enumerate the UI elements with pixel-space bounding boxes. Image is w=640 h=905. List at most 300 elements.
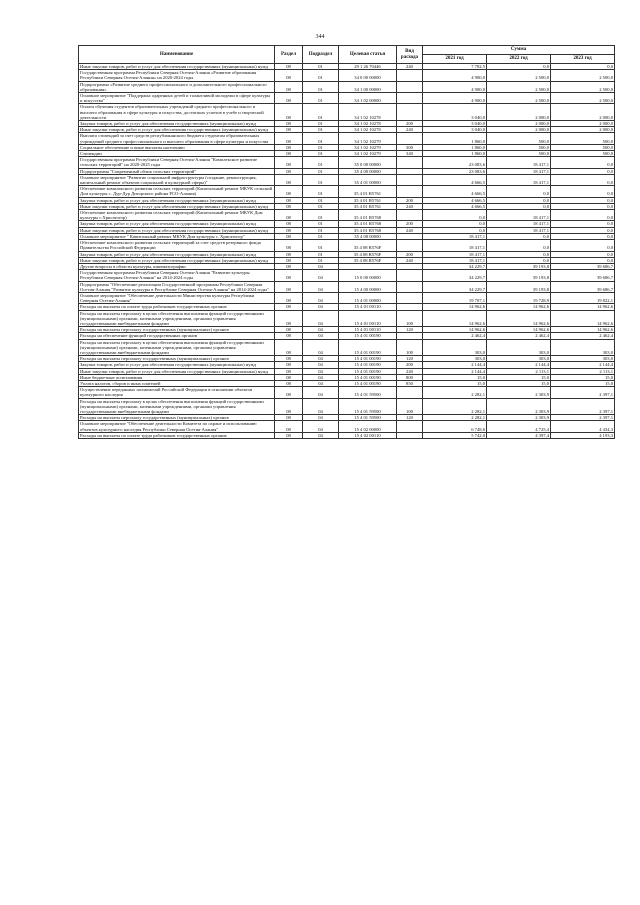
row-section: 08 xyxy=(275,432,303,438)
row-2022: 4 725,4 xyxy=(487,421,551,432)
row-kind xyxy=(397,240,423,251)
row-2022: 2 303,9 xyxy=(487,398,551,415)
row-subsection: 01 xyxy=(303,174,339,185)
row-2021: 1 860,0 xyxy=(423,133,487,144)
row-kind: 120 xyxy=(397,356,423,362)
row-subsection: 04 xyxy=(303,432,339,438)
row-target: 15 4 01 59500 xyxy=(339,387,397,398)
row-2021: 303,0 xyxy=(423,356,487,362)
row-2023: 0,0 xyxy=(551,203,615,209)
row-subsection: 04 xyxy=(303,362,339,368)
row-2023: 19 822,1 xyxy=(551,292,615,303)
row-target: 34 1 02 10278 xyxy=(339,127,397,133)
row-2023: 2 113,1 xyxy=(551,368,615,374)
row-target: 15 4 01 59500 xyxy=(339,415,397,421)
table-row xyxy=(79,270,615,281)
row-section: 08 xyxy=(275,240,303,251)
row-2022: 39 193,8 xyxy=(487,263,551,269)
row-target: 35 4 01 R5768 xyxy=(339,227,397,233)
row-name: Основное мероприятие "Обеспечение деятельности Министерства культуры Республики Северная Осетия-Алания" xyxy=(79,292,275,303)
row-target: 15 4 01 00000 xyxy=(339,292,397,303)
row-kind: 240 xyxy=(397,203,423,209)
row-name: Расходы на выплаты по оплате труда работников государственных органов xyxy=(79,304,275,310)
row-name: Стипендии xyxy=(79,151,275,157)
row-kind xyxy=(397,387,423,398)
row-target: 35 4 08 00000 xyxy=(339,233,397,239)
row-section: 08 xyxy=(275,210,303,221)
row-2022: 0,0 xyxy=(487,186,551,197)
row-kind: 200 xyxy=(397,197,423,203)
row-target: 35 4 01 00000 xyxy=(339,174,397,185)
row-2022: 39 193,8 xyxy=(487,281,551,292)
row-subsection: 01 xyxy=(303,197,339,203)
table-row xyxy=(79,70,615,81)
row-name: Иные закупки товаров, работ и услуг для обеспечения государственных (муниципальных) нужд xyxy=(79,227,275,233)
row-2023: 15,0 xyxy=(551,380,615,386)
row-target: 15 4 01 00190 xyxy=(339,368,397,374)
row-2023: 0,0 xyxy=(551,210,615,221)
row-section: 08 xyxy=(275,387,303,398)
row-2023: 2 397,1 xyxy=(551,387,615,398)
row-2021: 4 900,0 xyxy=(423,81,487,92)
row-target: 34 1 02 10279 xyxy=(339,133,397,144)
row-2022: 303,0 xyxy=(487,356,551,362)
row-2021: 34 229,7 xyxy=(423,281,487,292)
row-2021: 2 282,1 xyxy=(423,398,487,415)
row-2021: 0,0 xyxy=(423,221,487,227)
table-row xyxy=(79,432,615,438)
row-2023: 0,0 xyxy=(551,240,615,251)
row-2023: 14 962,6 xyxy=(551,327,615,333)
row-2022: 0,0 xyxy=(487,197,551,203)
row-target: 29 1 26 70446 xyxy=(339,64,397,70)
table-row xyxy=(79,104,615,121)
row-target: 34 1 02 10279 xyxy=(339,144,397,150)
row-2023: 2 397,1 xyxy=(551,398,615,415)
row-2021: 3 040,0 xyxy=(423,104,487,121)
row-subsection: 01 xyxy=(303,127,339,133)
row-2023: 500,0 xyxy=(551,144,615,150)
row-2023: 0,0 xyxy=(551,157,615,168)
row-target: 35 4 01 R5761 xyxy=(339,203,397,209)
table-row xyxy=(79,186,615,197)
row-2021: 4 666,5 xyxy=(423,197,487,203)
row-section: 08 xyxy=(275,197,303,203)
row-section: 08 xyxy=(275,327,303,333)
row-name: Основное мероприятие " Капитальный ремонт МКУК Дом культуры с. Хрисатогор" xyxy=(79,233,275,239)
row-name: Расходы на выплаты персоналу государственных (муниципальных) органов xyxy=(79,356,275,362)
row-target: 35 4 08 R576F xyxy=(339,240,397,251)
header-2022: 2022 год xyxy=(487,55,551,64)
row-name: Подпрограмма "Современный облик сельских территорий" xyxy=(79,168,275,174)
row-2021: 6 748,6 xyxy=(423,421,487,432)
row-name: Расходы на выплаты персоналу в целях обеспечения выполнения функций государственными (муниципальными) органами, казенными учреждениями, органами управления государственными внебюджетными фондами xyxy=(79,310,275,327)
table-row xyxy=(79,292,615,303)
row-2022: 0,0 xyxy=(487,257,551,263)
row-name: Обеспечение комплексного развития сельских территорий (Капитальный ремонт МКУК Дом культуры с.Хрисатогор) xyxy=(79,210,275,221)
row-name: Иные закупки товаров, работ и услуг для обеспечения государственных (муниципальных) нужд xyxy=(79,257,275,263)
table-row xyxy=(79,240,615,251)
row-subsection: 01 xyxy=(303,70,339,81)
row-target: 35 4 01 R5761 xyxy=(339,197,397,203)
row-2021: 2 282,1 xyxy=(423,415,487,421)
row-2022: 0,0 xyxy=(487,64,551,70)
budget-table xyxy=(78,45,615,439)
row-section: 08 xyxy=(275,251,303,257)
row-target: 35 0 00 00000 xyxy=(339,157,397,168)
row-target: 15 4 01 00190 xyxy=(339,356,397,362)
row-2023: 15,0 xyxy=(551,374,615,380)
row-kind: 240 xyxy=(397,127,423,133)
row-target: 34 1 02 10278 xyxy=(339,104,397,121)
row-target: 34 1 02 00000 xyxy=(339,93,397,104)
row-2022: 18 417,1 xyxy=(487,157,551,168)
row-2022: 2 303,9 xyxy=(487,415,551,421)
table-row xyxy=(79,210,615,221)
row-section: 08 xyxy=(275,257,303,263)
row-target: 35 4 01 R5761 xyxy=(339,186,397,197)
row-subsection: 04 xyxy=(303,281,339,292)
row-subsection: 01 xyxy=(303,157,339,168)
row-subsection: 01 xyxy=(303,93,339,104)
row-2022: 18 417,1 xyxy=(487,210,551,221)
row-name: Иные закупки товаров, работ и услуг для обеспечения государственных (муниципальных) нужд xyxy=(79,127,275,133)
row-subsection: 01 xyxy=(303,104,339,121)
row-2021: 14 962,6 xyxy=(423,327,487,333)
row-kind: 850 xyxy=(397,380,423,386)
row-section: 08 xyxy=(275,368,303,374)
table-row xyxy=(79,421,615,432)
row-name: Осуществление переданных полномочий Российской Федерации в отношении объектов культурного наследия xyxy=(79,387,275,398)
row-section: 08 xyxy=(275,263,303,269)
row-name: Социальное обеспечение и иные выплаты населению xyxy=(79,144,275,150)
row-2021: 2 462,4 xyxy=(423,333,487,339)
row-subsection: 01 xyxy=(303,251,339,257)
row-subsection: 01 xyxy=(303,121,339,127)
row-section: 08 xyxy=(275,333,303,339)
row-2021: 4 900,0 xyxy=(423,70,487,81)
header-name: Наименование xyxy=(79,46,275,64)
row-2023: 2 000,0 xyxy=(551,121,615,127)
row-2021: 18 417,1 xyxy=(423,257,487,263)
header-section: Раздел xyxy=(275,46,303,64)
row-2023: 0,0 xyxy=(551,186,615,197)
row-2021: 2 144,4 xyxy=(423,368,487,374)
row-kind xyxy=(397,104,423,121)
row-2021: 5 742,0 xyxy=(423,432,487,438)
row-name: Подпрограмма "Обеспечение реализации Государственной программы Республики Северная Осетия-Алания "Развитие культуры в Республике Северная Осетия-Алания" на 2014-2024 годы" xyxy=(79,281,275,292)
table-row xyxy=(79,93,615,104)
row-target: 15 4 01 00190 xyxy=(339,374,397,380)
row-2022: 14 962,6 xyxy=(487,310,551,327)
header-2023: 2023 год xyxy=(551,55,615,64)
row-kind: 100 xyxy=(397,310,423,327)
row-subsection: 04 xyxy=(303,270,339,281)
row-2023: 0,0 xyxy=(551,197,615,203)
table-row xyxy=(79,387,615,398)
row-2022: 2 500,0 xyxy=(487,70,551,81)
row-section: 08 xyxy=(275,168,303,174)
row-2021: 0,0 xyxy=(423,210,487,221)
row-section: 08 xyxy=(275,380,303,386)
row-kind: 240 xyxy=(397,64,423,70)
row-kind xyxy=(397,157,423,168)
row-subsection: 01 xyxy=(303,81,339,92)
row-target: 34 1 02 10278 xyxy=(339,121,397,127)
row-name: Расходы на выплаты по оплате труда работников государственных органов xyxy=(79,432,275,438)
row-target: 15 4 01 00190 xyxy=(339,333,397,339)
row-subsection: 04 xyxy=(303,304,339,310)
row-2022: 14 962,6 xyxy=(487,304,551,310)
row-section: 08 xyxy=(275,398,303,415)
row-2021: 4 666,5 xyxy=(423,186,487,197)
row-2022: 500,0 xyxy=(487,151,551,157)
row-target: 15 4 02 00000 xyxy=(339,421,397,432)
row-target: 35 4 08 R576F xyxy=(339,257,397,263)
row-2022: 39 193,8 xyxy=(487,270,551,281)
row-2023: 2 462,4 xyxy=(551,333,615,339)
row-2023: 0,0 xyxy=(551,221,615,227)
row-kind: 200 xyxy=(397,251,423,257)
row-section: 08 xyxy=(275,104,303,121)
row-name: Уплата налогов, сборов и иных платежей xyxy=(79,380,275,386)
row-section: 08 xyxy=(275,292,303,303)
row-subsection: 01 xyxy=(303,203,339,209)
row-2023: 0,0 xyxy=(551,168,615,174)
row-section: 08 xyxy=(275,151,303,157)
row-name: Закупка товаров, работ и услуг для обеспечения государственных (муниципальных) нужд xyxy=(79,362,275,368)
row-2022: 2 500,0 xyxy=(487,81,551,92)
row-target: 35 4 01 R5768 xyxy=(339,210,397,221)
table-row xyxy=(79,310,615,327)
row-subsection: 01 xyxy=(303,240,339,251)
table-body xyxy=(79,64,615,439)
row-name: Расходы на выплаты персоналу государственных (муниципальных) органов xyxy=(79,327,275,333)
row-subsection: 04 xyxy=(303,398,339,415)
row-2022: 18 417,1 xyxy=(487,168,551,174)
row-kind: 120 xyxy=(397,415,423,421)
row-2022: 0,0 xyxy=(487,240,551,251)
row-2022: 500,0 xyxy=(487,133,551,144)
row-subsection: 01 xyxy=(303,227,339,233)
row-2023: 0,0 xyxy=(551,233,615,239)
row-subsection: 04 xyxy=(303,327,339,333)
row-2023: 2 397,1 xyxy=(551,415,615,421)
row-target: 15 4 01 00190 xyxy=(339,339,397,356)
row-name: Расходы на выплаты персоналу в целях обеспечения выполнения функций государственными (муниципальными) органами, казенными учреждениями, органами управления государственными внебюджетными фондами xyxy=(79,398,275,415)
table-row xyxy=(79,133,615,144)
row-name: Расходы на обеспечение функций государственных органов xyxy=(79,333,275,339)
row-kind xyxy=(397,292,423,303)
row-subsection: 01 xyxy=(303,221,339,227)
row-kind: 200 xyxy=(397,221,423,227)
row-target: 15 4 01 00110 xyxy=(339,310,397,327)
row-2023: 14 962,6 xyxy=(551,304,615,310)
row-name: Иные закупки товаров, работ и услуг для обеспечения государственных (муниципальных) нужд xyxy=(79,203,275,209)
row-section: 08 xyxy=(275,421,303,432)
row-section: 08 xyxy=(275,121,303,127)
row-2022: 2 000,0 xyxy=(487,121,551,127)
row-name: Обеспечение комплексного развития сельских территорий за счет средств резервного фонда Правительства Российской Федерации xyxy=(79,240,275,251)
row-section: 08 xyxy=(275,174,303,185)
row-subsection: 01 xyxy=(303,210,339,221)
row-name: Государственная программа Республики Северная Осетия-Алания "Комплексное развитие сельских территорий" на 2020-2025 годы xyxy=(79,157,275,168)
row-2021: 34 229,7 xyxy=(423,263,487,269)
page-number: 344 xyxy=(315,34,325,40)
row-2021: 7 782,5 xyxy=(423,64,487,70)
row-subsection: 01 xyxy=(303,64,339,70)
row-subsection: 01 xyxy=(303,133,339,144)
row-name: Основное мероприятие "Обеспечение деятельности Комитета по охране и использованию объектов культурного наследия Республики Северная Осетия-Алания" xyxy=(79,421,275,432)
table-row xyxy=(79,157,615,168)
row-section: 08 xyxy=(275,144,303,150)
row-target: 15 4 01 59500 xyxy=(339,398,397,415)
row-name: Основное мероприятие "Поддержка одаренных детей и талантливой молодежи в сфере культуры и искусства" xyxy=(79,93,275,104)
row-2021: 19 707,1 xyxy=(423,292,487,303)
row-2023: 0,0 xyxy=(551,251,615,257)
row-2021: 2 282,1 xyxy=(423,387,487,398)
row-2021: 23 083,6 xyxy=(423,157,487,168)
row-2022: 18 417,1 xyxy=(487,221,551,227)
row-2021: 0,0 xyxy=(423,227,487,233)
row-subsection: 04 xyxy=(303,339,339,356)
row-2022: 2 144,4 xyxy=(487,362,551,368)
row-section: 08 xyxy=(275,221,303,227)
row-2021: 34 229,7 xyxy=(423,270,487,281)
row-name: Обеспечение комплексного развития сельских территорий (Капитальный ремонт МКУК сельский Дом культуры с. Дур-Дур Дигорского района РСО-Алания) xyxy=(79,186,275,197)
row-section: 08 xyxy=(275,356,303,362)
row-name: Государственная программа Республики Северная Осетия-Алания «Развитие образования Республики Северная Осетия-Алания» на 2020-2024 годы xyxy=(79,70,275,81)
row-section: 08 xyxy=(275,415,303,421)
row-2022: 15,0 xyxy=(487,374,551,380)
row-subsection: 01 xyxy=(303,186,339,197)
row-target: 35 4 01 R5768 xyxy=(339,221,397,227)
row-name: Оплата обучения студентов образовательных учреждений среднего профессионального и высшего образования в сфере культуры и искусства, достигших успехов в учебе и творческой деятельности xyxy=(79,104,275,121)
row-2023: 14 962,6 xyxy=(551,310,615,327)
row-section: 08 xyxy=(275,339,303,356)
row-kind: 800 xyxy=(397,374,423,380)
row-name: Другие вопросы в области культуры, кинематографии xyxy=(79,263,275,269)
row-kind xyxy=(397,186,423,197)
row-kind: 120 xyxy=(397,327,423,333)
row-2021: 4 900,0 xyxy=(423,93,487,104)
row-target: 35 4 00 00000 xyxy=(339,168,397,174)
row-2021: 18 417,1 xyxy=(423,240,487,251)
row-2021: 18 417,1 xyxy=(423,233,487,239)
header-kind: Вид расхода xyxy=(397,46,423,64)
row-section: 08 xyxy=(275,81,303,92)
row-2023: 500,0 xyxy=(551,133,615,144)
row-2021: 14 962,6 xyxy=(423,310,487,327)
row-section: 08 xyxy=(275,133,303,144)
row-2021: 14 962,6 xyxy=(423,304,487,310)
row-2022: 2 500,0 xyxy=(487,93,551,104)
row-kind: 200 xyxy=(397,121,423,127)
row-section: 08 xyxy=(275,281,303,292)
row-section: 08 xyxy=(275,127,303,133)
row-2021: 2 144,4 xyxy=(423,362,487,368)
row-2023: 0,0 xyxy=(551,257,615,263)
row-subsection: 04 xyxy=(303,380,339,386)
row-subsection: 01 xyxy=(303,168,339,174)
row-2022: 0,0 xyxy=(487,233,551,239)
row-2021: 4 666,5 xyxy=(423,174,487,185)
row-name: Основное мероприятие "Развитие социальной инфраструктуры (создание, реконструкция, капитальный ремонт объектов социальной и культурной сферы)" xyxy=(79,174,275,185)
row-name: Иные закупки товаров, работ и услуг для обеспечения государственных (муниципальных) нужд xyxy=(79,368,275,374)
row-kind xyxy=(397,421,423,432)
row-target: 15 4 01 00110 xyxy=(339,304,397,310)
row-2021: 3 040,0 xyxy=(423,121,487,127)
row-2021: 15,0 xyxy=(423,374,487,380)
row-section: 08 xyxy=(275,70,303,81)
row-2023: 303,0 xyxy=(551,356,615,362)
row-2022: 15,0 xyxy=(487,380,551,386)
row-2023: 0,0 xyxy=(551,64,615,70)
row-target: 15 4 01 00190 xyxy=(339,380,397,386)
row-2022: 0,0 xyxy=(487,203,551,209)
row-kind xyxy=(397,174,423,185)
row-2023: 2 500,0 xyxy=(551,70,615,81)
row-2023: 0,0 xyxy=(551,174,615,185)
row-2021: 1 860,0 xyxy=(423,151,487,157)
header-2021: 2021 год xyxy=(423,55,487,64)
row-subsection: 04 xyxy=(303,387,339,398)
row-section: 08 xyxy=(275,64,303,70)
row-2022: 2 000,0 xyxy=(487,127,551,133)
row-kind xyxy=(397,81,423,92)
row-2023: 2 500,0 xyxy=(551,93,615,104)
row-name: Подпрограмма «Развитие среднего профессионального и дополнительного профессионального образования» xyxy=(79,81,275,92)
row-2022: 303,0 xyxy=(487,339,551,356)
row-section: 08 xyxy=(275,310,303,327)
row-subsection: 04 xyxy=(303,421,339,432)
row-section: 08 xyxy=(275,374,303,380)
row-2022: 2 000,0 xyxy=(487,104,551,121)
row-2023: 303,0 xyxy=(551,339,615,356)
row-2022: 4 397,4 xyxy=(487,432,551,438)
row-2022: 2 303,9 xyxy=(487,387,551,398)
row-target: 34 1 02 10279 xyxy=(339,151,397,157)
row-2022: 14 962,6 xyxy=(487,327,551,333)
row-kind: 340 xyxy=(397,151,423,157)
table-row xyxy=(79,281,615,292)
row-target: 15 0 00 00000 xyxy=(339,270,397,281)
row-section: 08 xyxy=(275,93,303,104)
row-2022: 19 728,9 xyxy=(487,292,551,303)
table-row xyxy=(79,174,615,185)
row-2023: 39 686,7 xyxy=(551,270,615,281)
row-name: Иные закупки товаров, работ и услуг для обеспечения государственных (муниципальных) нужд xyxy=(79,64,275,70)
row-target: 35 4 08 R576F xyxy=(339,251,397,257)
row-2022: 18 417,1 xyxy=(487,227,551,233)
table-row xyxy=(79,398,615,415)
row-kind xyxy=(397,70,423,81)
row-section: 08 xyxy=(275,186,303,197)
row-target: 15 4 01 00110 xyxy=(339,327,397,333)
row-target: 15 4 01 00190 xyxy=(339,362,397,368)
header-target: Целевая статья xyxy=(339,46,397,64)
row-2021: 23 083,6 xyxy=(423,168,487,174)
row-section: 08 xyxy=(275,304,303,310)
row-2023: 500,0 xyxy=(551,151,615,157)
row-kind xyxy=(397,281,423,292)
row-subsection: 01 xyxy=(303,151,339,157)
table-row xyxy=(79,81,615,92)
table-row xyxy=(79,339,615,356)
row-name: Иные бюджетные ассигнования xyxy=(79,374,275,380)
row-name: Государственная программа Республики Северная Осетия-Алания "Развитие культуры Республики Северная Осетия-Алания" на 2014-2024 годы xyxy=(79,270,275,281)
row-kind: 240 xyxy=(397,227,423,233)
